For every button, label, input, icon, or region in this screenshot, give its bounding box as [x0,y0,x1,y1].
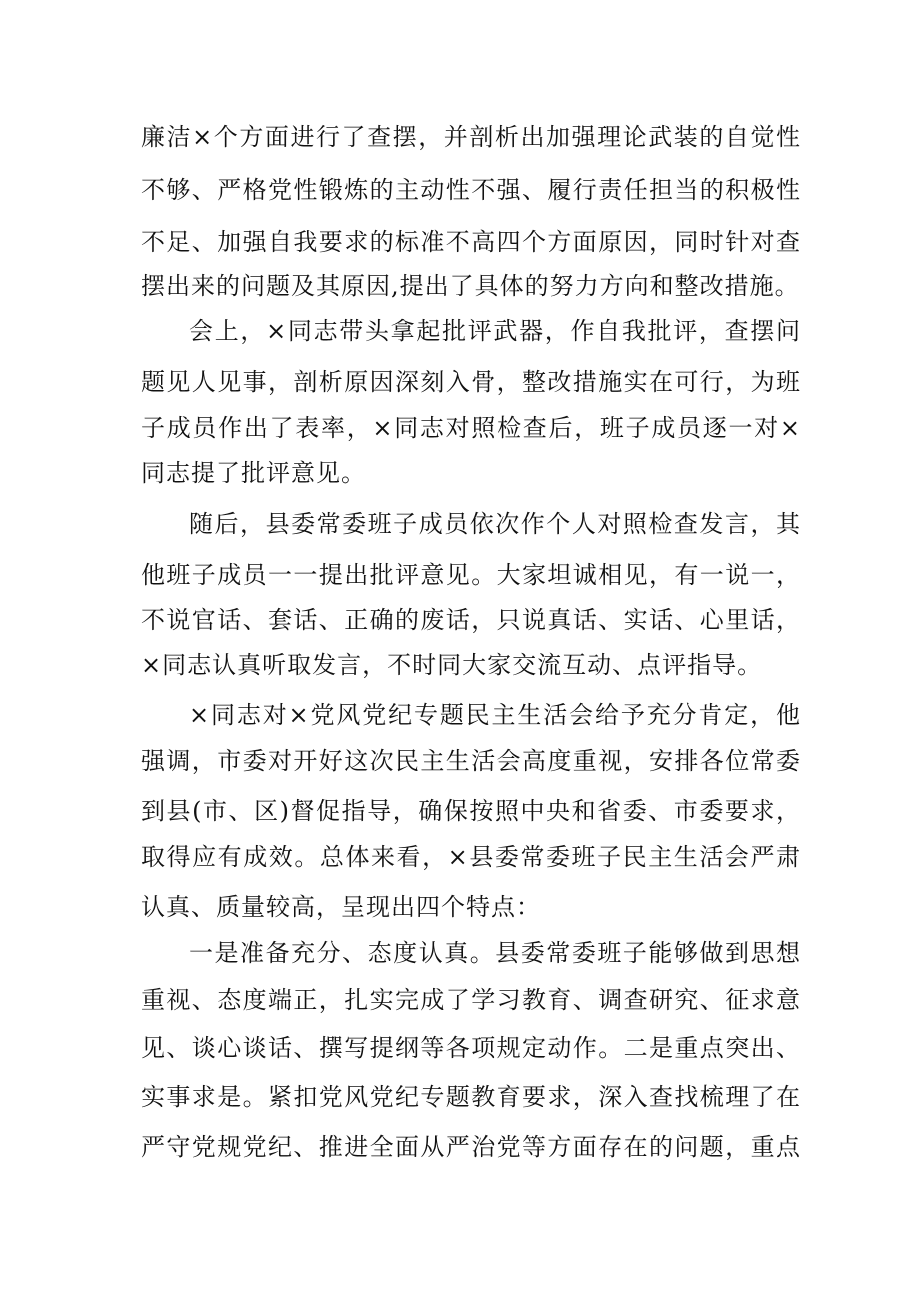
text-line: 严守党规党纪、推进全面从严治党等方面存在的问题，重点 [141,1133,801,1161]
text-line: 见、谈心谈话、撰写提纲等各项规定动作。二是重点突出、 [141,1034,801,1062]
text-line: 子成员作出了表率，×同志对照检查后，班子成员逐一对× [141,414,801,442]
text-line: ×同志认真听取发言，不时同大家交流互动、点评指导。 [141,651,763,679]
paragraph-first-line: ×同志对×党风党纪专题民主生活会给予充分肯定，他 [189,701,801,729]
text-line: 廉洁×个方面进行了查摆，并剖析出加强理论武装的自觉性 [141,123,801,151]
text-line: 到县(市、区)督促指导，确保按照中央和省委、市委要求， [141,797,801,825]
text-line: 强调，市委对开好这次民主生活会高度重视，安排各位常委 [141,747,801,775]
text-line: 不够、严格党性锻炼的主动性不强、履行责任担当的积极性 [141,176,801,204]
text-line: 不足、加强自我要求的标准不高四个方面原因，同时针对查 [141,228,801,256]
text-line: 题见人见事，剖析原因深刻入骨，整改措施实在可行，为班 [141,368,801,396]
text-line: 不说官话、套话、正确的废话，只说真话、实话、心里话， [141,606,801,634]
paragraph-first-line: 随后，县委常委班子成员依次作个人对照检查发言，其 [189,510,801,538]
paragraph-first-line: 会上，×同志带头拿起批评武器，作自我批评，查摆问 [189,317,801,345]
text-line: 同志提了批评意见。 [141,459,366,487]
text-line: 实事求是。紧扣党风党纪专题教育要求，深入查找梳理了在 [141,1083,801,1111]
paragraph-first-line: 一是准备充分、态度认真。县委常委班子能够做到思想 [189,939,801,967]
text-line: 取得应有成效。总体来看，×县委常委班子民主生活会严肃 [141,843,801,871]
text-line: 认真、质量较高，呈现出四个特点： [141,893,541,921]
text-line: 他班子成员一一提出批评意见。大家坦诚相见，有一说一， [141,561,801,589]
text-line: 摆出来的问题及其原因,提出了具体的努力方向和整改措施。 [141,272,800,300]
text-line: 重视、态度端正，扎实完成了学习教育、调查研究、征求意 [141,986,801,1014]
